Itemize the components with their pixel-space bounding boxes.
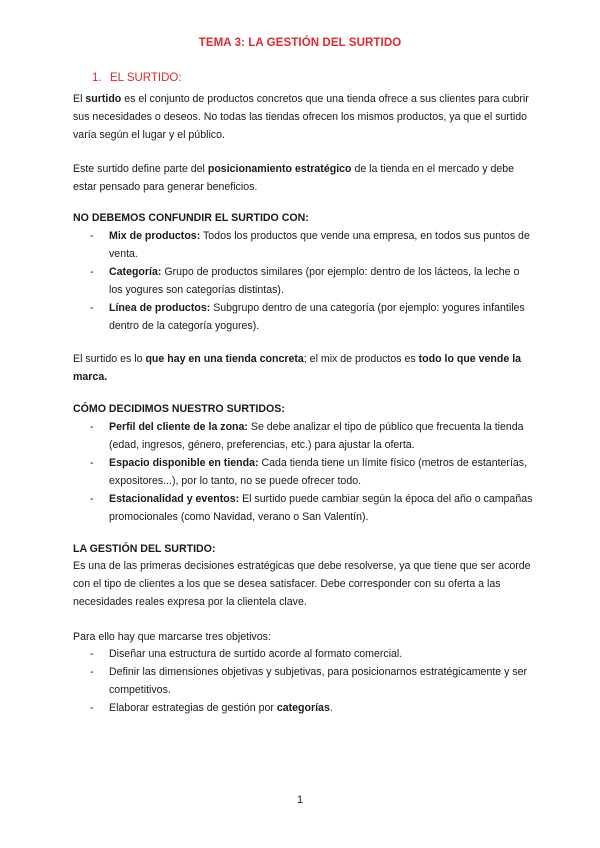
paragraph-surtido-definition: El surtido es el conjunto de productos concretos que una tienda ofrece a sus clientes para cubrir sus necesidades o deseos. No todas las tiendas ofrecen los mismos productos, ya que el surtido varía según el lugar y el público. [73,93,529,141]
paragraph-posicionamiento: Este surtido define parte del posicionamiento estratégico de la tienda en el mercado y debe estar pensado para generar beneficios. [73,163,515,193]
section-title: EL SURTIDO: [110,72,182,84]
list-no-confundir [73,227,533,335]
paragraph-objetivos-intro: Para ello hay que marcarse tres objetivos: [73,631,271,643]
list-item: - Perfil del cliente de la zona: Se debe analizar el tipo de público que frecuenta la tienda (edad, ingresos, género, preferencias, etc.) para ajustar la oferta. [73,418,533,454]
list-como-decidimos [73,418,533,526]
list-item: - Diseñar una estructura de surtido acorde al formato comercial. [73,645,533,663]
paragraph-gestion: Es una de las primeras decisiones estratégicas que debe resolverse, ya que tiene que ser acorde con el tipo de clientes a los que se desea satisfacer. Debe corresponder con su oferta a las necesidades reales expresa por la clientela clave. [73,560,531,608]
section-heading [92,72,182,84]
list-item: - Espacio disponible en tienda: Cada tienda tiene un límite físico (metros de estanterías, expositores...), por lo tanto, no se puede ofrecer todo. [73,454,533,490]
heading-gestion-surtido: LA GESTIÓN DEL SURTIDO: [73,543,216,555]
page-number: 1 [296,794,304,806]
section-number: 1. [92,72,102,84]
list-item: - Definir las dimensiones objetivas y subjetivas, para posicionarnos estratégicamente y ser competitivos. [73,663,533,699]
list-item: - Elaborar estrategias de gestión por categorías. [73,699,533,717]
list-item: - Estacionalidad y eventos: El surtido puede cambiar según la época del año o campañas promocionales (como Navidad, verano o San Valentín). [73,490,533,526]
list-item: - Categoría: Grupo de productos similares (por ejemplo: dentro de los lácteos, la leche o los yogures son categorías distintas). [73,263,533,299]
heading-como-decidimos: CÓMO DECIDIMOS NUESTRO SURTIDOS: [73,403,285,415]
list-item: - Mix de productos: Todos los productos que vende una empresa, en todos sus puntos de venta. [73,227,533,263]
heading-no-confundir: NO DEBEMOS CONFUNDIR EL SURTIDO CON: [73,212,309,224]
paragraph-surtido-vs-mix: El surtido es lo que hay en una tienda concreta; el mix de productos es todo lo que vende la marca. [73,353,522,383]
document-title: TEMA 3: LA GESTIÓN DEL SURTIDO [198,37,402,49]
list-objetivos [73,645,533,717]
list-item: - Línea de productos: Subgrupo dentro de una categoría (por ejemplo: yogures infantiles dentro de la categoría yogures). [73,299,533,335]
